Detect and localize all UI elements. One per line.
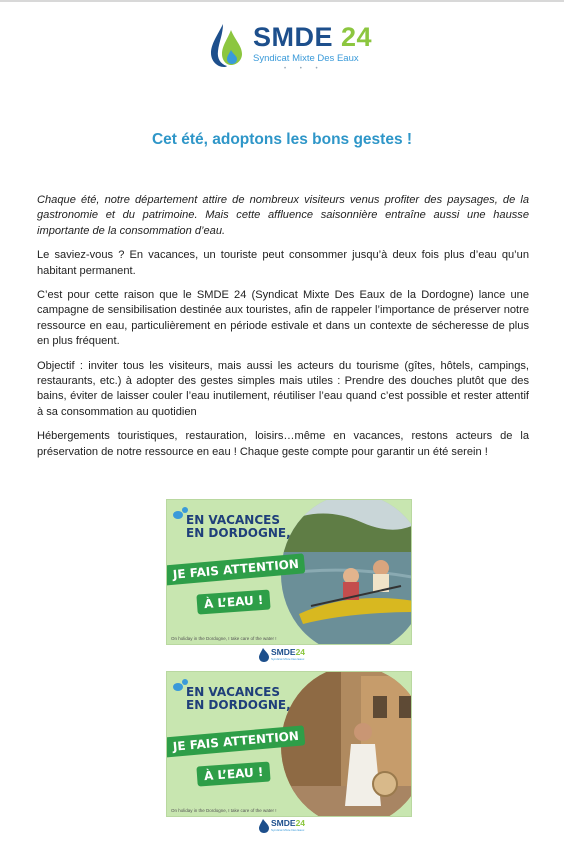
- logo-dots: • • •: [284, 66, 324, 72]
- paragraph: Objectif : inviter tous les visiteurs, mais aussi les acteurs du tourisme (gîtes, hôtels, campings, restaurants, etc.) à adopter des gestes simples mais utiles : Prendre des douches plutôt que des bains, éviter de laisser couler l’eau inutilement, réutiliser l’eau quand c’est possible et rester attentif à sa consommation au quotidien: [37, 359, 529, 418]
- water-drop-icon: [259, 819, 269, 833]
- poster-footer: On holiday in the Dordogne, I take care of the water !: [171, 808, 277, 813]
- logo-wordmark: SMDE 24: [253, 22, 373, 52]
- paragraph: C’est pour cette raison que le SMDE 24 (Syndicat Mixte Des Eaux de la Dordogne) lance une campagne de sensibilisation destinée aux touristes, afin de rappeler l’importance de préserver notre ressource en eau, particulièrement en période estivale et dans un contexte de sécheresse de plus en plus fréquent.: [37, 289, 529, 348]
- poster-headline: EN VACANCES EN DORDOGNE,: [186, 685, 291, 712]
- poster-ribbon-eau: À L’EAU !: [196, 761, 271, 786]
- campaign-poster-village: [166, 671, 412, 817]
- poster-logo: SMDE24 Syndicat Mixte Des Eaux: [259, 647, 305, 665]
- article-body: [37, 193, 529, 469]
- water-drop-icon: [209, 22, 245, 68]
- poster-footer: On holiday in the Dordogne, I take care of the water !: [171, 636, 277, 641]
- page-title: Cet été, adoptons les bons gestes !: [151, 131, 413, 148]
- logo-tagline: Syndicat Mixte Des Eaux: [253, 53, 359, 64]
- poster-ribbon-attention: JE FAIS ATTENTION: [166, 725, 306, 758]
- campaign-poster-kayak: [166, 499, 412, 645]
- smde-logo: [209, 22, 373, 72]
- paragraph: Le saviez-vous ? En vacances, un touriste peut consommer jusqu’à deux fois plus d’eau qu’un habitant permanent.: [37, 249, 529, 277]
- poster-logo: SMDE24 Syndicat Mixte Des Eaux: [259, 818, 305, 836]
- poster-ribbon-attention: JE FAIS ATTENTION: [166, 553, 306, 586]
- poster-ribbon-eau: À L’EAU !: [196, 589, 271, 614]
- intro-paragraph: Chaque été, notre département attire de nombreux visiteurs venus profiter des paysages, de la gastronomie et du patrimoine. Mais cette affluence saisonnière entraîne aussi une hausse importante de la consommation d’eau.: [37, 194, 529, 237]
- poster-headline: EN VACANCES EN DORDOGNE,: [186, 513, 291, 540]
- paragraph: Hébergements touristiques, restauration, loisirs…même en vacances, restons acteurs de la préservation de notre ressource en eau ! Chaque geste compte pour garantir un été serein !: [37, 430, 529, 458]
- top-divider: [0, 0, 564, 2]
- water-drop-icon: [259, 648, 269, 662]
